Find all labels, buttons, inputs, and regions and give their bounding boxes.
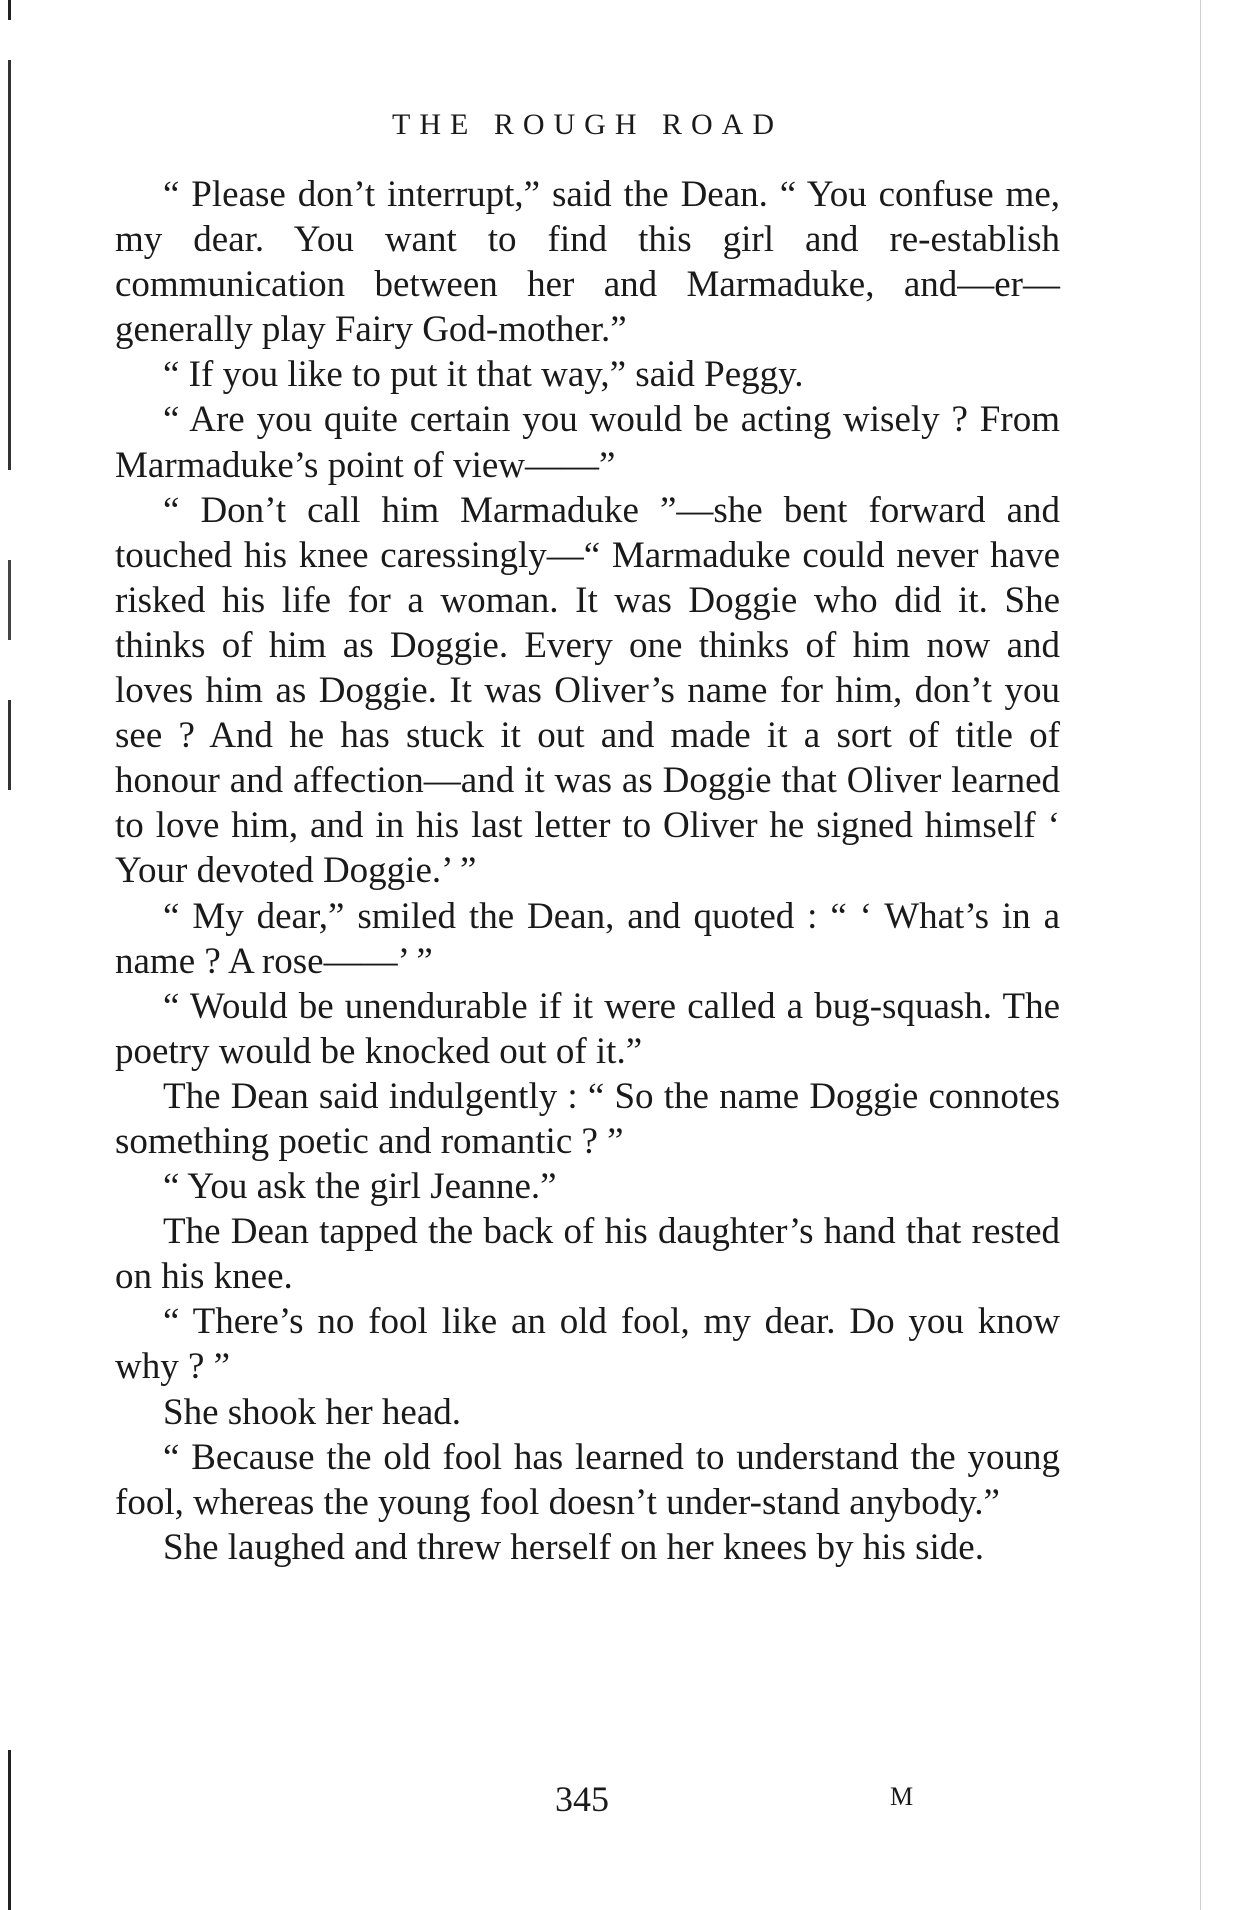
paragraph: “ Would be unendurable if it were called a bug-squash. The poetry would be knocked out of it.” <box>115 985 1060 1072</box>
paragraph: She laughed and threw herself on her knees by his side. <box>163 1526 984 1568</box>
paragraph: “ My dear,” smiled the Dean, and quoted : “ ‘ What’s in a name ? A rose——’ ” <box>115 895 1060 982</box>
paragraph: “ You ask the girl Jeanne.” <box>163 1166 557 1208</box>
paragraph: She shook her head. <box>163 1391 461 1433</box>
page-right-edge <box>1200 0 1201 1910</box>
paragraph: The Dean said indulgently : “ So the name Doggie connotes something poetic and romantic ? ” <box>115 1075 1060 1162</box>
paragraph: The Dean tapped the back of his daughter’s hand that rested on his knee. <box>115 1211 1060 1298</box>
paragraph: “ Don’t call him Marmaduke ”—she bent forward and touched his knee caressingly—“ Marmaduke could never have risked his life for a woman. It was Doggie who did it. She thinks of him as Doggie. Every one thinks of him now and loves him as Doggie. It was Oliver’s name for him, don’t you see ? And he has stuck it out and made it a sort of title of honour and affection—and it was as Doggie that Oliver learned to love him, and in his last letter to Oliver he signed himself ‘ Your devoted Doggie.’ ” <box>115 489 1060 892</box>
paragraph: “ Please don’t interrupt,” said the Dean. “ You confuse me, my dear. You want to find this girl and re-establish communication between her and Marmaduke, and—er—generally play Fairy God-mother.” <box>115 174 1060 351</box>
body-text <box>115 172 1060 1570</box>
paragraph: “ There’s no fool like an old fool, my dear. Do you know why ? ” <box>115 1301 1060 1388</box>
signature-mark: M <box>890 1782 914 1811</box>
running-header: THE ROUGH ROAD <box>392 108 783 141</box>
paragraph: “ Because the old fool has learned to understand the young fool, whereas the young fool doesn’t under-stand anybody.” <box>115 1436 1060 1523</box>
paragraph: “ If you like to put it that way,” said Peggy. <box>163 354 804 396</box>
paragraph: “ Are you quite certain you would be acting wisely ? From Marmaduke’s point of view——” <box>115 399 1060 486</box>
scan-left-edge <box>8 0 11 1910</box>
page-number: 345 <box>555 1779 609 1819</box>
